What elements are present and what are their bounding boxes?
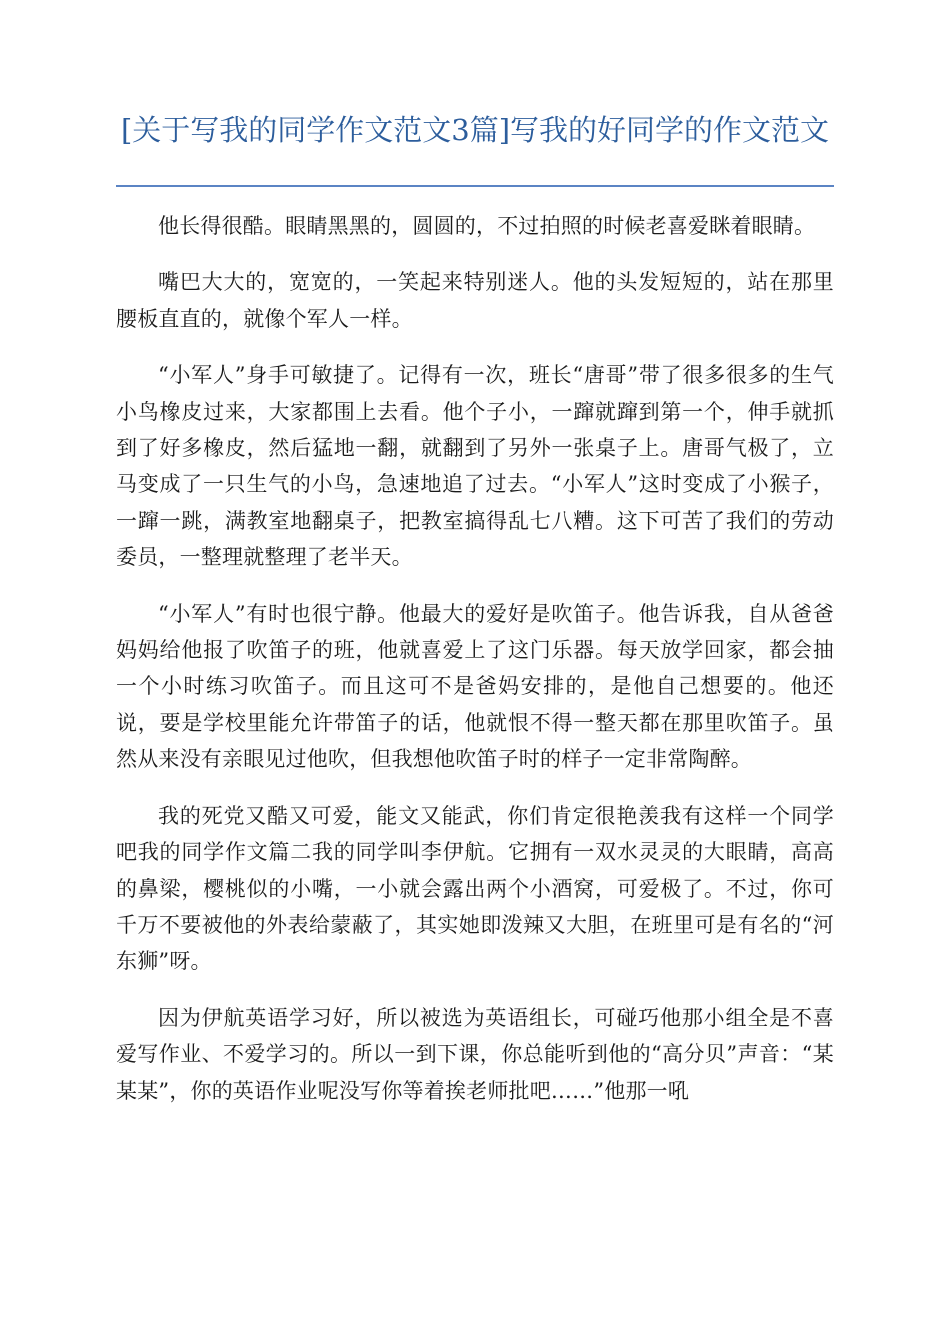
paragraph: 我的死党又酷又可爱，能文又能武，你们肯定很艳羡我有这样一个同学吧我的同学作文篇二我的同学叫李伊航。它拥有一双水灵灵的大眼睛，高高的鼻梁，樱桃似的小嘴，一小就会露出两个小酒窝，可爱极了。不过，你可千万不要被他的外表给蒙蔽了，其实她即泼辣又大胆，在班里可是有名的“河东狮”呀。 (116, 803, 834, 974)
paragraph: “小军人”身手可敏捷了。记得有一次，班长“唐哥”带了很多很多的生气小鸟橡皮过来，大家都围上去看。他个子小，一蹿就蹿到第一个，伸手就抓到了好多橡皮，然后猛地一翻，就翻到了另外一张桌子上。唐哥气极了，立马变成了一只生气的小鸟，急速地追了过去。“小军人”这时变成了小猴子，一蹿一跳，满教室地翻桌子，把教室搞得乱七八糟。这下可苦了我们的劳动委员，一整理就整理了老半天。 (116, 363, 834, 570)
document-title: [关于写我的同学作文范文3篇]写我的好同学的作文范文 (120, 113, 830, 147)
paragraph: 嘴巴大大的，宽宽的，一笑起来特别迷人。他的头发短短的，站在那里腰板直直的，就像个军人一样。 (116, 270, 834, 331)
title-underline (116, 185, 834, 187)
paragraph: 他长得很酷。眼睛黑黑的，圆圆的，不过拍照的时候老喜爱眯着眼睛。 (158, 214, 816, 238)
document-body (116, 208, 834, 1129)
paragraph: 因为伊航英语学习好，所以被选为英语组长，可碰巧他那小组全是不喜爱写作业、不爱学习的。所以一到下课，你总能听到他的“高分贝”声音：“某某某”，你的英语作业呢没写你等着挨老师批吧……”他那一吼 (116, 1005, 834, 1103)
paragraph: “小军人”有时也很宁静。他最大的爱好是吹笛子。他告诉我，自从爸爸妈妈给他报了吹笛子的班，他就喜爱上了这门乐器。每天放学回家，都会抽一个小时练习吹笛子。而且这可不是爸妈安排的，是他自己想要的。他还说，要是学校里能允许带笛子的话，他就恨不得一整天都在那里吹笛子。虽然从来没有亲眼见过他吹，但我想他吹笛子时的样子一定非常陶醉。 (116, 601, 834, 772)
